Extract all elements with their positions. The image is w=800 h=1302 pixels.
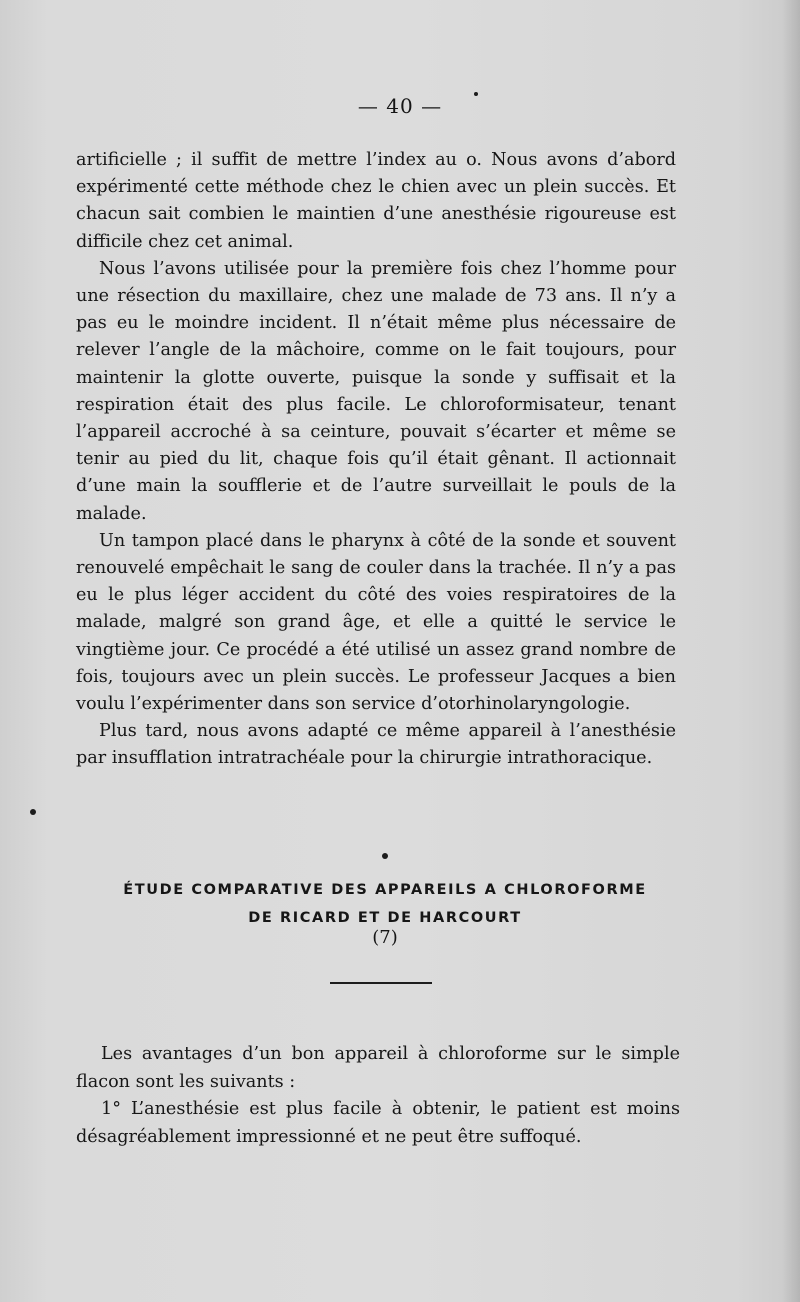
body-text — [76, 147, 676, 773]
paragraph-advantages-intro: Les avantages d’un bon appareil à chloroforme sur le simple flacon sont les suivants : — [76, 1044, 680, 1092]
paragraph-anesthesia-method: artificielle ; il suffit de mettre l’index au o. Nous avons d’abord expérimenté cette méthode chez le chien avec un plein succès. Et chacun sait combien le maintien d’une anesthésie rigoureuse est difficile chez cet animal. — [76, 150, 676, 252]
page-number: — 40 — — [357, 94, 443, 118]
page-edge-shadow — [782, 0, 800, 1302]
margin-dot — [30, 809, 36, 815]
horizontal-rule — [330, 982, 432, 984]
section-heading-line2: DE RICARD ET DE HARCOURT — [248, 910, 522, 926]
section-heading-line1: ÉTUDE COMPARATIVE DES APPAREILS A CHLOROFORME — [123, 882, 647, 898]
paragraph-advantage-one: 1° L’anesthésie est plus facile à obtenir, le patient est moins désagréablement impressionné et ne peut être suffoqué. — [76, 1099, 680, 1147]
section-text — [76, 1041, 680, 1151]
section-marker-dot — [382, 853, 388, 859]
paragraph-pharynx-tampon: Un tampon placé dans le pharynx à côté de la sonde et souvent renouvelé empêchait le sang de couler dans la trachée. Il n’y a pas eu le plus léger accident du côté des voies respiratoires de la malade, malgré son grand âge, et elle a quitté le service le vingtième jour. Ce procédé a été utilisé un assez grand nombre de fois, toujours avec un plein succès. Le professeur Jacques a bien voulu l’expérimenter dans son service d’otorhinolaryngologie. — [76, 530, 676, 715]
ink-speck — [474, 92, 478, 96]
section-heading — [0, 876, 770, 932]
footnote-reference: (7) — [372, 927, 398, 948]
paragraph-intratracheal-adaptation: Plus tard, nous avons adapté ce même appareil à l’anesthésie par insufflation intratrachéale pour la chirurgie intrathoracique. — [76, 721, 676, 769]
paragraph-first-human-use: Nous l’avons utilisée pour la première fois chez l’homme pour une résection du maxillaire, chez une malade de 73 ans. Il n’y a pas eu le moindre incident. Il n’était même plus nécessaire de relever l’angle de la mâchoire, comme on le fait toujours, pour maintenir la glotte ouverte, puisque la sonde y suffisait et la respiration était des plus facile. Le chloroformisateur, tenant l’appareil accroché à sa ceinture, pouvait s’écarter et même se tenir au pied du lit, chaque fois qu’il était gênant. Il actionnait d’une main la soufflerie et de l’autre surveillait le pouls de la malade. — [76, 258, 676, 524]
